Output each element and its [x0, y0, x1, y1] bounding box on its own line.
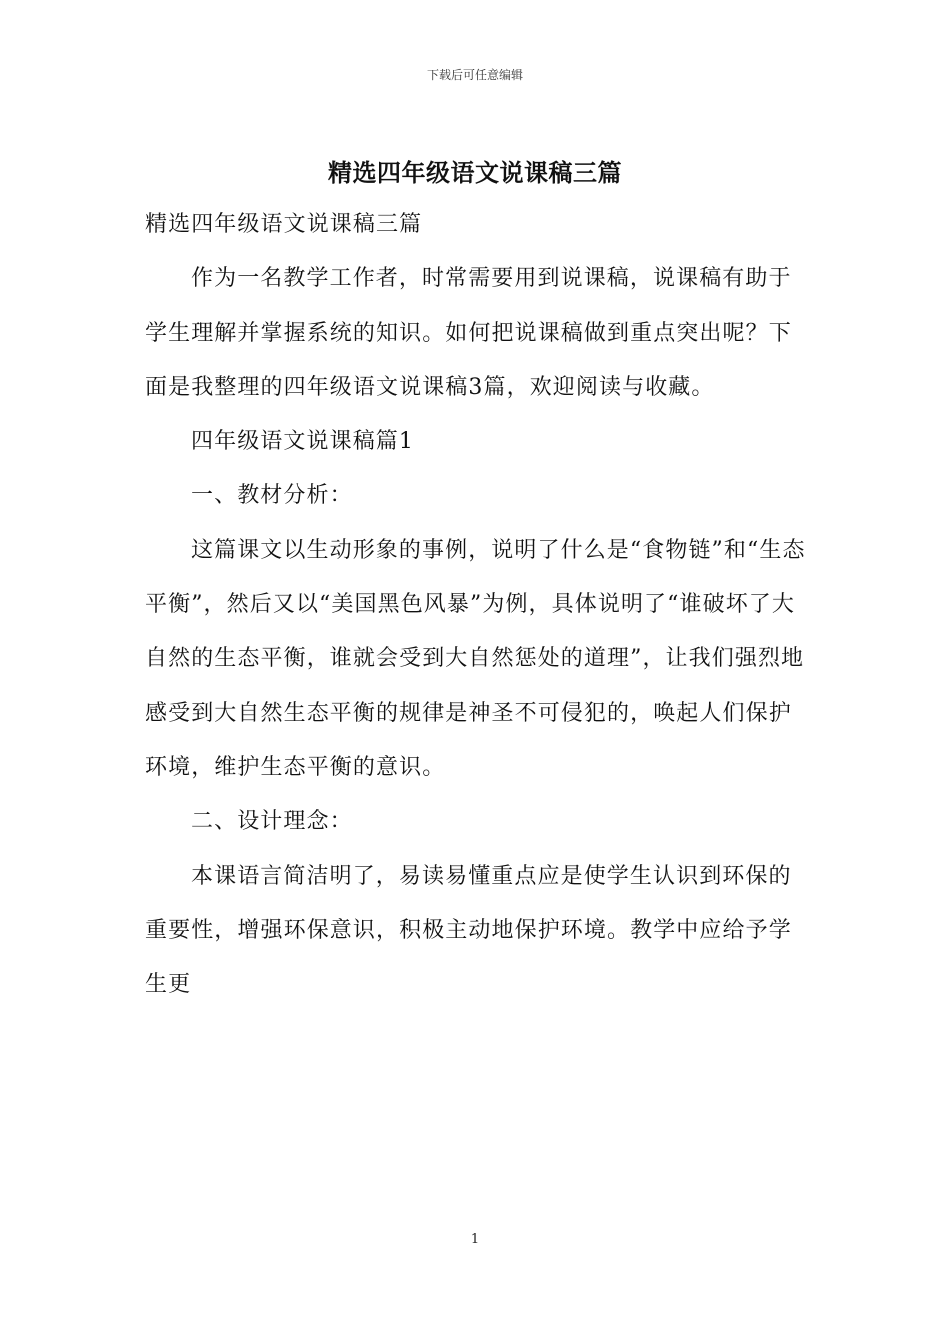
paragraph-section-heading: 四年级语文说课稿篇1 — [191, 429, 414, 455]
paragraph-heading-textbook-analysis: 一、教材分析： — [191, 483, 353, 509]
paragraph-subtitle: 精选四年级语文说课稿三篇 — [145, 212, 423, 237]
page-number: 1 — [470, 1232, 480, 1247]
paragraph-design-concept: 本课语言简洁明了，易读易懂重点应是使学生认识到环保的重要性，增强环保意识，积极主动地保护环境。教学中应给予学生更 — [145, 863, 792, 998]
document-body — [145, 198, 809, 1012]
paragraph-intro: 作为一名教学工作者，时常需要用到说课稿，说课稿有助于学生理解并掌握系统的知识。如何把说课稿做到重点突出呢？下面是我整理的四年级语文说课稿3篇，欢迎阅读与收藏。 — [145, 266, 792, 400]
paragraph-heading-design-concept: 二、设计理念： — [191, 809, 353, 835]
paragraph-textbook-analysis: 这篇课文以生动形象的事例，说明了什么是“食物链”和“生态平衡”，然后又以“美国黑色风暴”为例，具体说明了“谁破坏了大自然的生态平衡，谁就会受到大自然惩处的道理”，让我们强烈地感受到大自然生态平衡的规律是神圣不可侵犯的，唤起人们保护环境，维护生态平衡的意识。 — [145, 537, 806, 780]
document-title: 精选四年级语文说课稿三篇 — [328, 158, 622, 187]
header-note: 下载后可任意编辑 — [426, 68, 523, 82]
